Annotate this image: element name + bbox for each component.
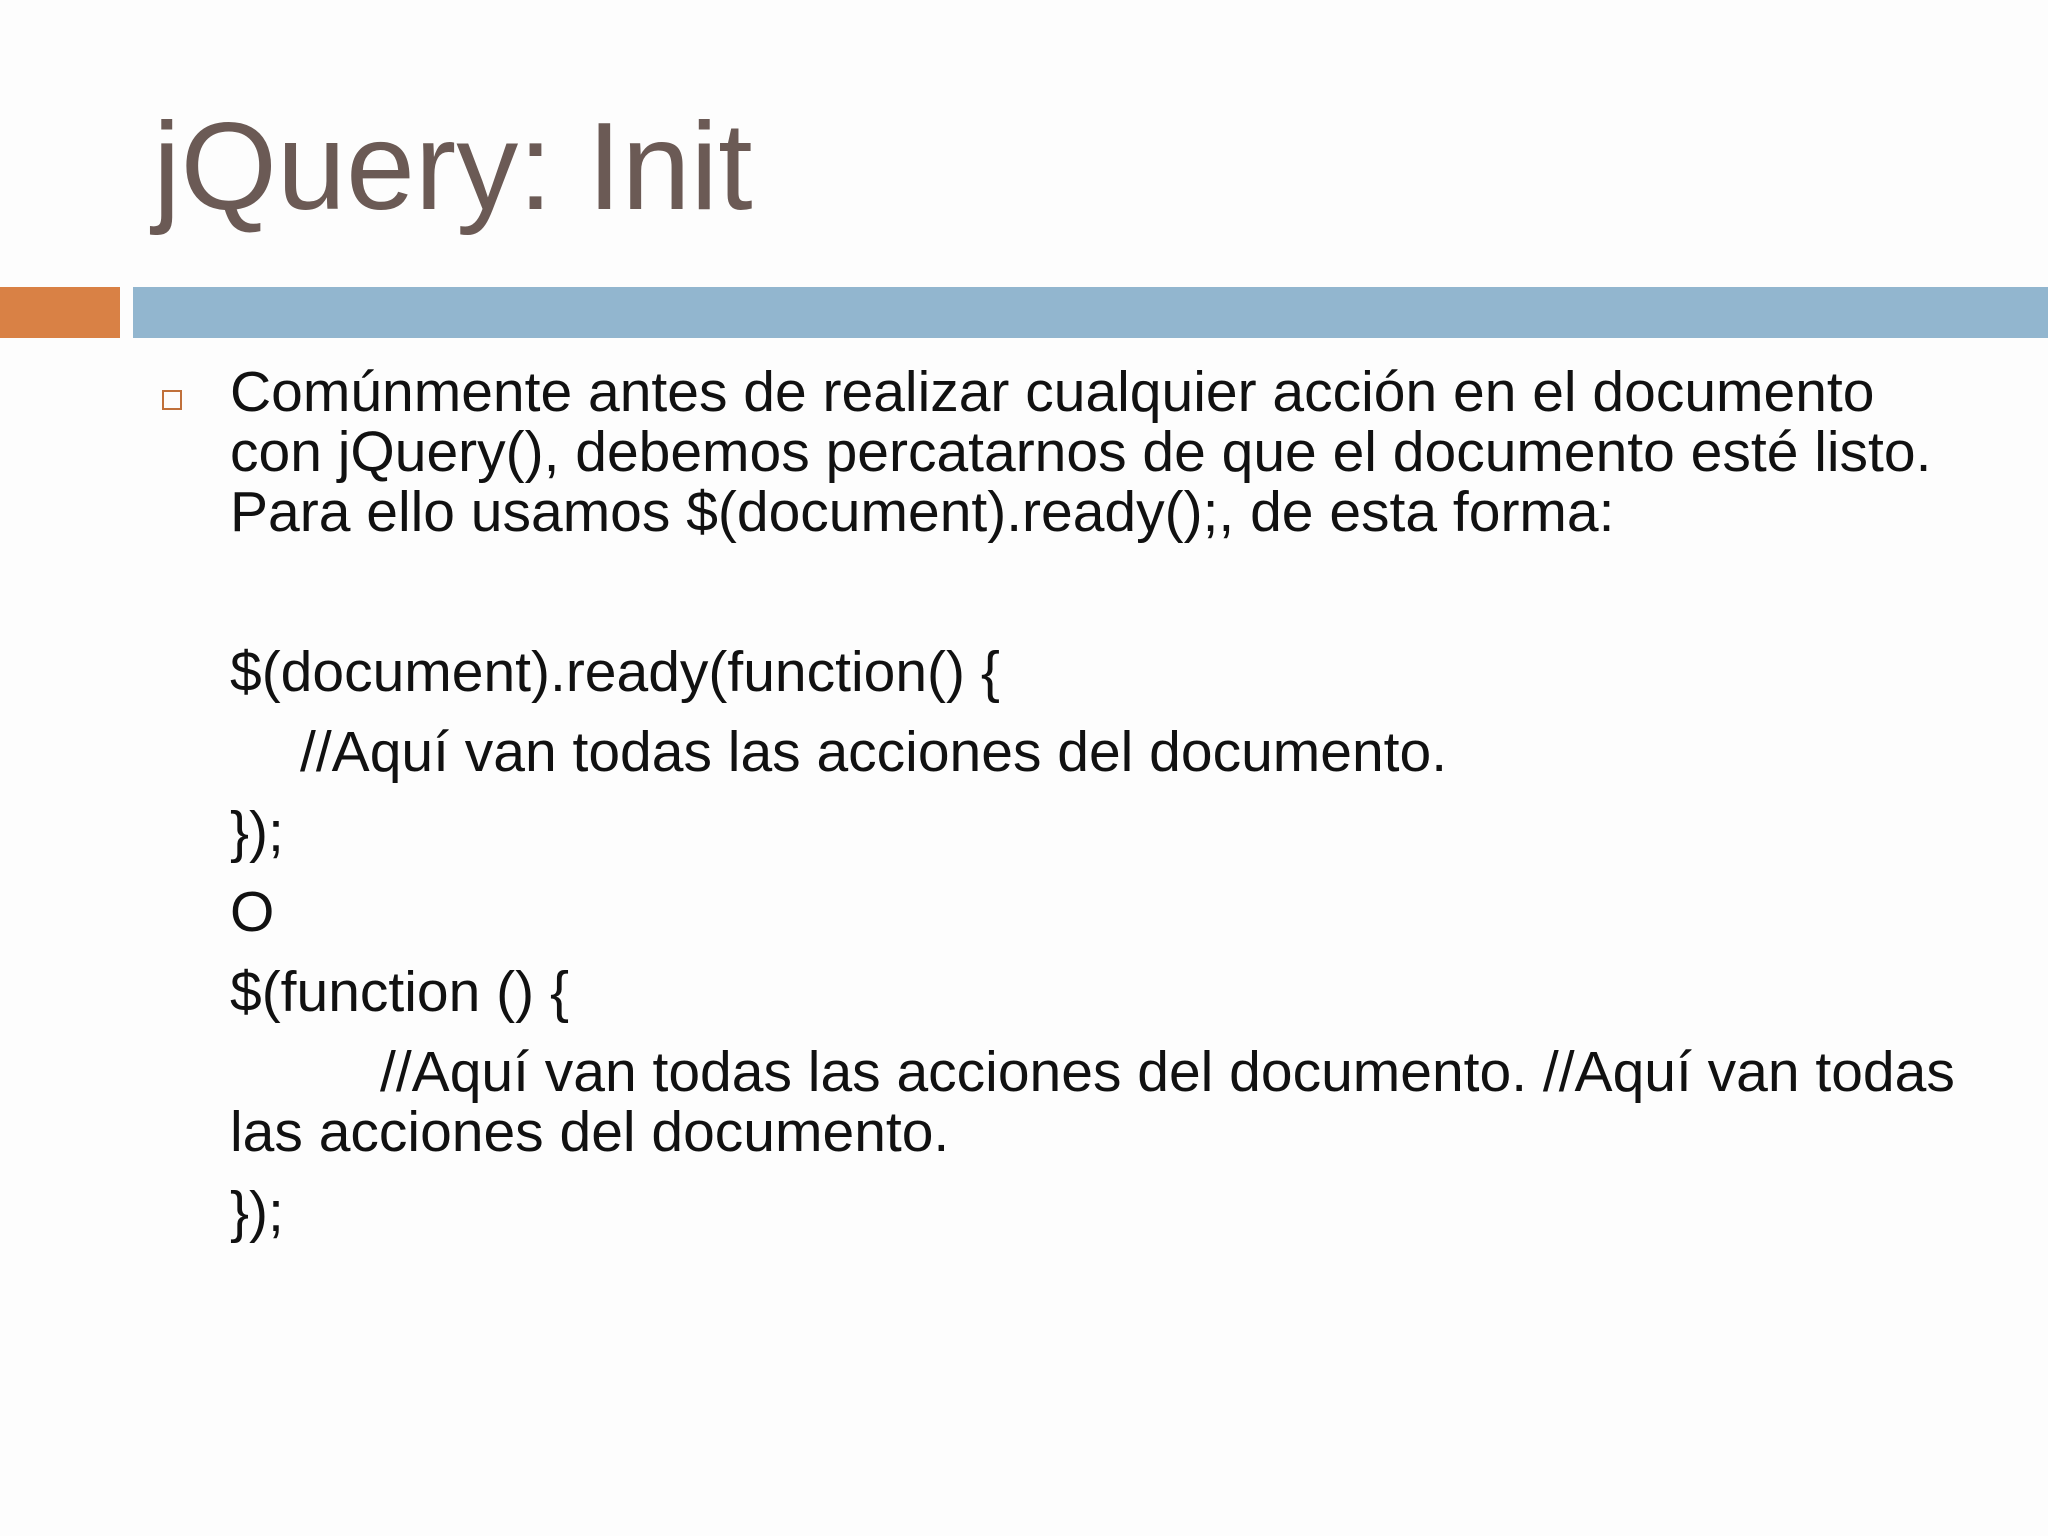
slide-body: [230, 362, 1970, 1242]
spacer: [230, 1162, 1970, 1182]
spacer: [230, 1022, 1970, 1042]
spacer: [230, 942, 1970, 962]
code-line-close: });: [230, 800, 284, 864]
hollow-square-icon: [162, 390, 182, 410]
code-line-ready: $(document).ready(function() {: [230, 640, 1000, 704]
spacer: [230, 862, 1970, 882]
code-line-comment-long: //Aquí van todas las acciones del documento. //Aquí van todas las acciones del documento.: [230, 1040, 1955, 1164]
code-line-comment: //Aquí van todas las acciones del documento.: [300, 720, 1448, 784]
accent-bar-orange: [0, 287, 120, 338]
code-line-or: O: [230, 880, 275, 944]
slide-title: jQuery: Init: [153, 98, 753, 236]
spacer: [230, 542, 1970, 642]
code-line-function: $(function () {: [230, 960, 569, 1024]
spacer: [230, 702, 1970, 722]
intro-paragraph: Comúnmente antes de realizar cualquier acción en el documento con jQuery(), debemos percatarnos de que el documento esté listo. Para ello usamos $(document).ready();, de esta forma:: [230, 360, 1932, 544]
accent-bar-blue: [133, 287, 2048, 338]
code-line-close-2: });: [230, 1180, 284, 1244]
spacer: [230, 782, 1970, 802]
